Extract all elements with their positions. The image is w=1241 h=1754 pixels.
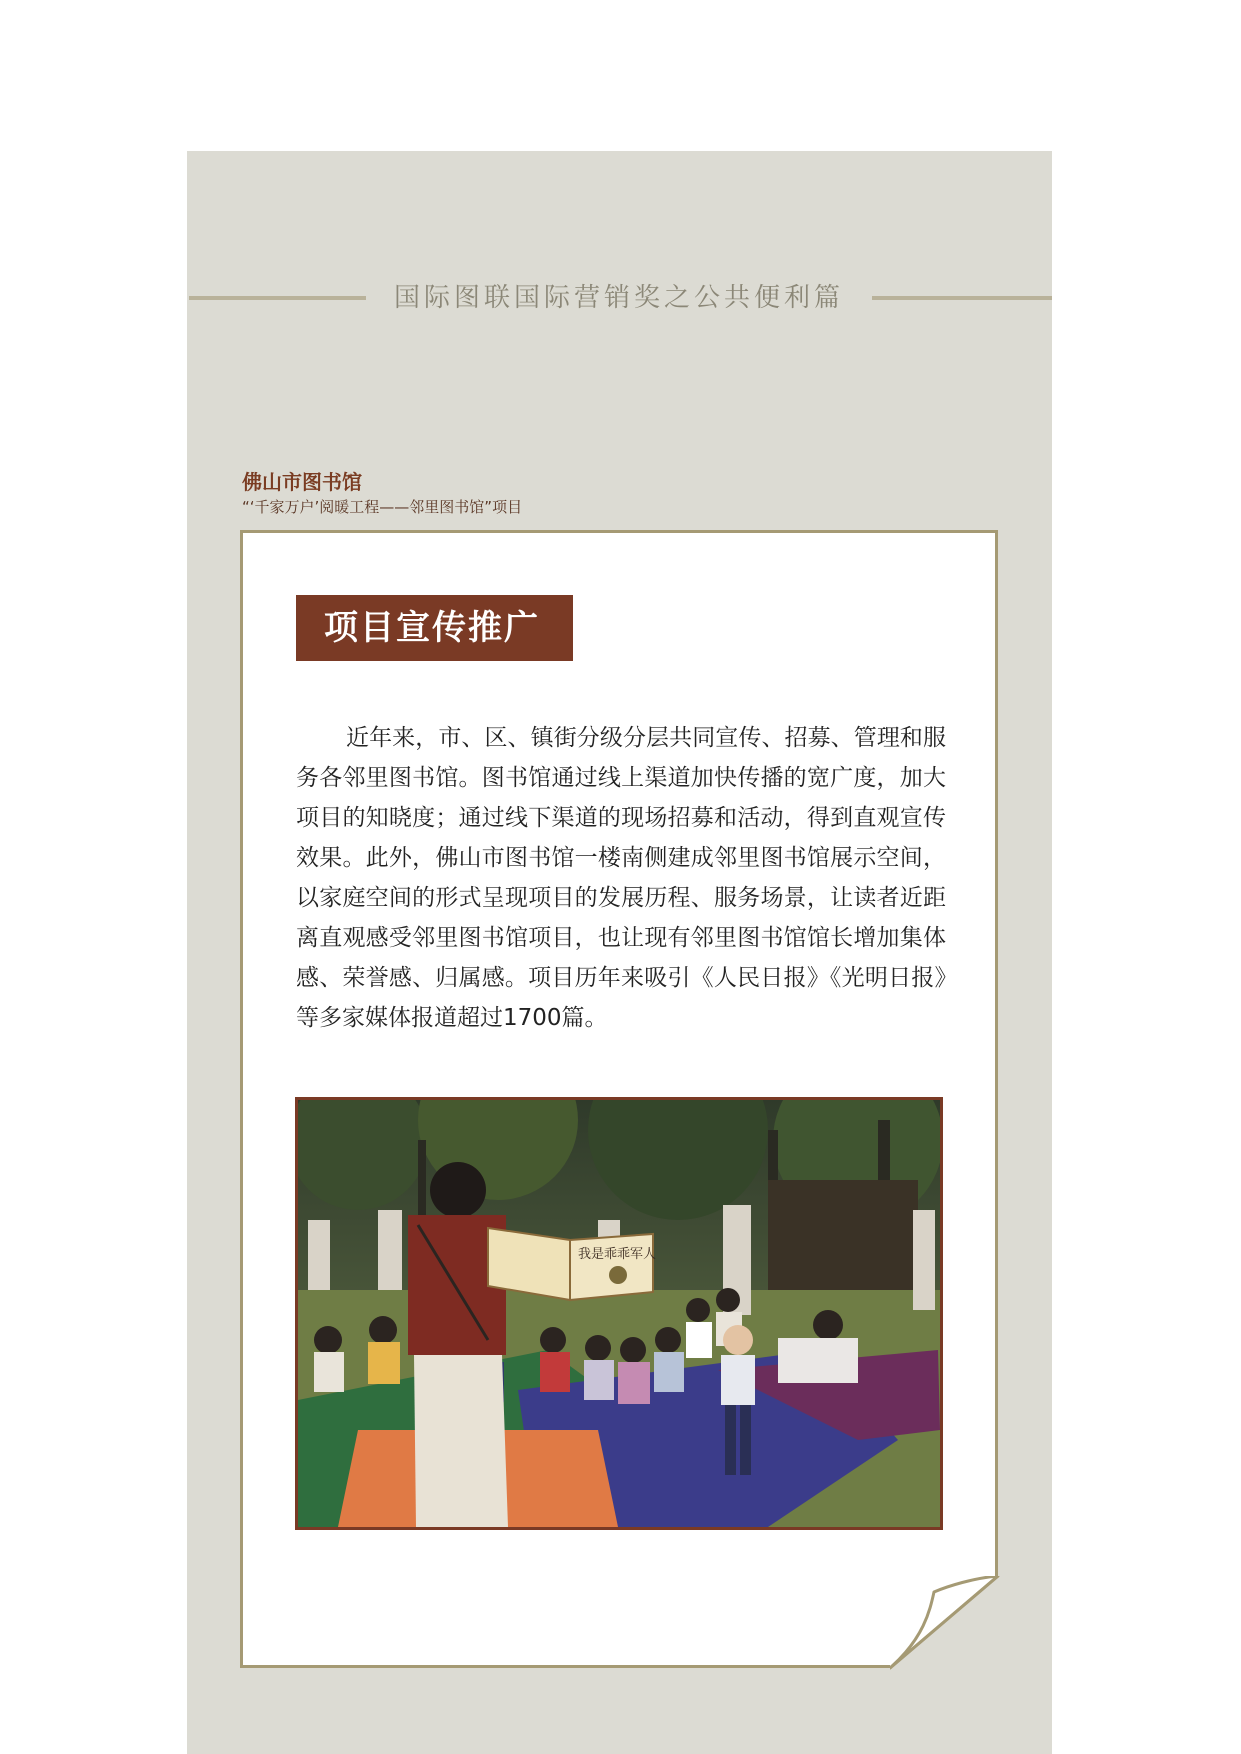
body-paragraph: 近年来，市、区、镇街分级分层共同宣传、招募、管理和服务各邻里图书馆。图书馆通过线上渠道加快传播的宽广度，加大项目的知晓度；通过线下渠道的现场招募和活动，得到直观宣传效果。此外，佛山市图书馆一楼南侧建成邻里图书馆展示空间，以家庭空间的形式呈现项目的发展历程、服务场景，让读者近距离直观感受邻里图书馆项目，也让现有邻里图书馆馆长增加集体感、荣誉感、归属感。项目历年来吸引《人民日报》《光明日报》等多家媒体报道超过1700篇。 <box>296 725 946 1031</box>
header-rule-right <box>872 296 1052 300</box>
storytelling-photo <box>295 1097 943 1530</box>
project-name: “‘千家万户’阅暖工程——邻里图书馆”项目 <box>242 498 523 516</box>
page-curl-decoration <box>890 1576 1030 1686</box>
book-cover-title: 我是乖乖军人 <box>578 1247 657 1262</box>
header-rule-left <box>189 296 366 300</box>
section-tag: 项目宣传推广 <box>296 595 573 661</box>
section-header: 国际图联国际营销奖之公共便利篇 <box>393 283 844 313</box>
organization-name: 佛山市图书馆 <box>242 470 362 494</box>
